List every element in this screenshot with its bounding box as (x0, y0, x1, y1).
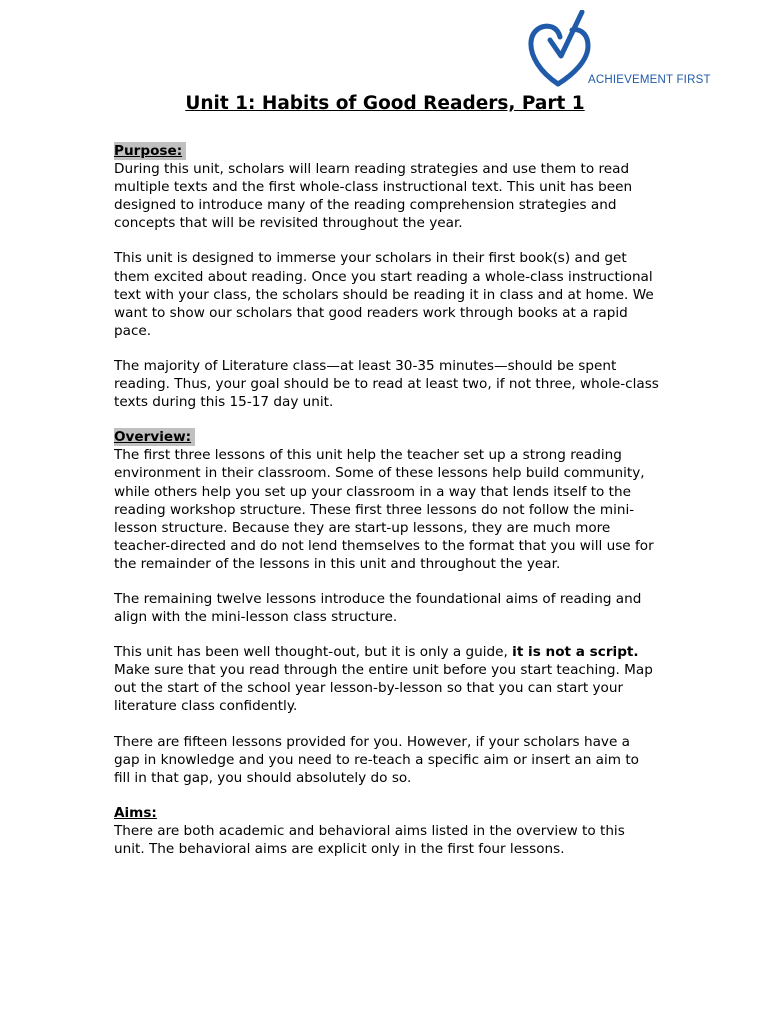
purpose-paragraph-1: During this unit, scholars will learn reading strategies and use them to read multiple texts and the first whole-class instructional text. This unit has been designed to introduce many of the reading comprehension strategies and concepts that will be revisited throughout the year. (114, 161, 633, 232)
overview-heading: Overview: (114, 428, 195, 446)
overview-guide-paragraph (114, 643, 659, 715)
overview-paragraph-2: The remaining twelve lessons introduce the foundational aims of reading and align with the mini-lesson class structure. (114, 590, 642, 626)
overview-paragraph-1: The first three lessons of this unit help the teacher set up a strong reading environment in their classroom. Some of these lessons help build community, while others help you set up your classroom in a way that lends itself to the reading workshop structure. These first three lessons do not follow the mini-lesson structure. Because they are start-up lessons, they are much more teacher-directed and do not lend themselves to the format that you will use for the remainder of the lessons in this unit and throughout the year. (114, 447, 654, 572)
overview-section (114, 428, 659, 446)
achievement-first-logo (528, 10, 718, 90)
aims-paragraph: There are both academic and behavioral aims listed in the overview to this unit. The behavioral aims are explicit only in the first four lessons. (114, 822, 625, 857)
purpose-heading: Purpose: (114, 142, 186, 160)
guide-text-before: This unit has been well thought-out, but it is only a guide, (114, 644, 513, 661)
document-body (114, 142, 659, 875)
guide-text-bold: it is not a script. (512, 644, 639, 661)
guide-text-after: Make sure that you read through the entire unit before you start teaching. Map out the start of the school year lesson-by-lesson so that you can start your literature class confidently. (114, 662, 653, 715)
purpose-section (114, 142, 659, 160)
page-title: Unit 1: Habits of Good Readers, Part 1 (185, 93, 585, 114)
logo-wordmark: ACHIEVEMENT FIRST (588, 74, 711, 86)
purpose-paragraph-3: The majority of Literature class—at least 30-35 minutes—should be spent reading. Thus, your goal should be to read at least two, if not three, whole-class texts during this 15-17 day unit. (114, 357, 659, 411)
aims-section (114, 804, 659, 822)
aims-heading: Aims: (114, 804, 157, 821)
purpose-paragraph-2: This unit is designed to immerse your scholars in their first book(s) and get them excited about reading. Once you start reading a whole-class instructional text with your class, the scholars should be reading it in class and at home. We want to show our scholars that good readers work through books at a rapid pace. (114, 250, 654, 339)
overview-final-paragraph: There are fifteen lessons provided for you. However, if your scholars have a gap in knowledge and you need to re-teach a specific aim or insert an aim to fill in that gap, you should absolutely do so. (114, 733, 639, 786)
